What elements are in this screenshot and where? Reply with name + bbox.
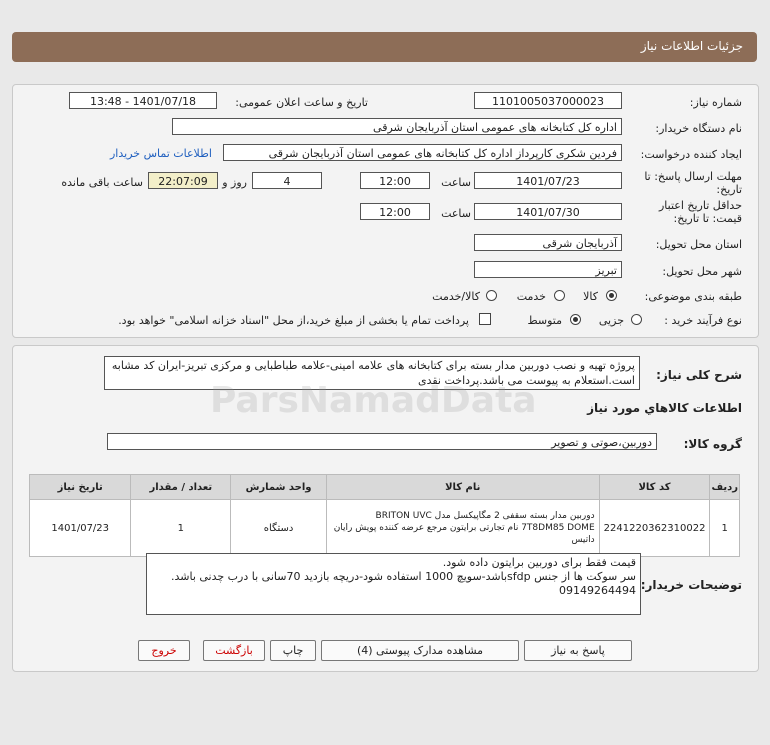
exit-button[interactable]: خروج [138, 640, 190, 661]
cell-date: 1401/07/23 [30, 500, 131, 557]
creator-field: فردین شکری کارپرداز اداره کل کتابخانه های عمومی استان آذربایجان شرقی [223, 144, 622, 161]
category-goods-radio[interactable] [606, 290, 617, 301]
cell-row: 1 [710, 500, 740, 557]
process-type-label: نوع فرآیند خرید : [664, 314, 742, 327]
treasury-payment-checkbox[interactable] [479, 313, 491, 325]
province-field: آذربایجان شرقی [474, 234, 622, 251]
buyer-org-label: نام دستگاه خریدار: [655, 122, 742, 135]
creator-label: ایجاد کننده درخواست: [640, 148, 742, 161]
goods-table-header [30, 475, 740, 500]
validity-label: حداقل تاریخ اعتبار [658, 199, 742, 212]
city-field: تبریز [474, 261, 622, 278]
back-button[interactable]: بازگشت [203, 640, 265, 661]
validity-date-field: 1401/07/30 [474, 203, 622, 220]
page-title: جزئیات اطلاعات نیاز [640, 39, 743, 53]
remaining-time-field: 22:07:09 [148, 172, 218, 189]
days-remaining-field: 4 [252, 172, 322, 189]
process-minor-radio[interactable] [631, 314, 642, 325]
buyer-notes-line-2: سر سوکت ها از جنس sfdpباشد-سویچ 1000 استفاده شود-دریچه بازدید 70سانی با درب چدنی باشد. [170, 570, 636, 583]
cell-name: دوربین مدار بسته سقفی 2 مگاپیکسل مدل BRITON UVC 7T8DM85 DOME نام تجارتی برایتون مرجع عرضه کننده پویش رایان داتیس [326, 500, 599, 557]
category-goods-service-radio[interactable] [486, 290, 497, 301]
column-date: تاریخ نیاز [30, 475, 131, 500]
description-label: شرح کلی نیاز: [656, 368, 742, 382]
goods-group-field: دوربین،صوتی و تصویر [107, 433, 657, 450]
deadline-label-date: تاریخ: [716, 183, 742, 196]
city-label: شهر محل تحویل: [662, 265, 742, 278]
buyer-notes-line-3: 09149264494 [559, 584, 636, 597]
goods-group-label: گروه کالا: [683, 437, 742, 451]
province-label: استان محل تحویل: [655, 238, 742, 251]
column-name: نام کالا [326, 475, 599, 500]
goods-section-title: اطلاعات کالاهاي مورد نياز [587, 401, 742, 415]
print-button[interactable]: چاپ [270, 640, 316, 661]
cell-code: 2241220362310022 [599, 500, 710, 557]
process-medium-label: متوسط [527, 314, 562, 327]
validity-time-field: 12:00 [360, 203, 430, 220]
need-number-label: شماره نیاز: [689, 96, 742, 109]
cell-unit: دستگاه [231, 500, 327, 557]
process-medium-radio[interactable] [570, 314, 581, 325]
category-service-label: خدمت [516, 290, 546, 303]
category-service-radio[interactable] [554, 290, 565, 301]
category-goods-label: کالا [583, 290, 598, 303]
cell-qty: 1 [131, 500, 231, 557]
buyer-contact-link[interactable]: اطلاعات تماس خریدار [110, 147, 212, 160]
remaining-time-label: ساعت باقی مانده [61, 176, 143, 189]
column-row: ردیف [710, 475, 740, 500]
category-label: طبقه بندی موضوعی: [644, 290, 742, 303]
validity-time-label: ساعت [441, 207, 471, 220]
deadline-time-label: ساعت [441, 176, 471, 189]
announce-field: 1401/07/18 - 13:48 [69, 92, 217, 109]
need-number-field: 1101005037000023 [474, 92, 622, 109]
column-qty: تعداد / مقدار [131, 475, 231, 500]
column-code: کد کالا [599, 475, 710, 500]
buyer-org-field: اداره کل کتابخانه های عمومی استان آذربایجان شرقی [172, 118, 622, 135]
process-minor-label: جزیی [598, 314, 624, 327]
announce-label: تاریخ و ساعت اعلان عمومی: [235, 96, 368, 109]
buyer-notes-field [146, 553, 641, 615]
page-header [12, 32, 757, 62]
buyer-notes-label: توضیحات خریدار: [640, 578, 742, 592]
reply-button[interactable]: پاسخ به نیاز [524, 640, 632, 661]
table-row [30, 500, 740, 557]
watermark-logo: ParsNamadData [210, 380, 537, 421]
deadline-date-field: 1401/07/23 [474, 172, 622, 189]
deadline-label: مهلت ارسال پاسخ: تا [644, 170, 742, 183]
attachments-button[interactable]: مشاهده مدارک پیوستی (4) [321, 640, 519, 661]
column-unit: واحد شمارش [231, 475, 327, 500]
deadline-time-field: 12:00 [360, 172, 430, 189]
buyer-notes-line-1: قیمت فقط برای دوربین برایتون داده شود. [442, 556, 636, 569]
days-label: روز و [222, 176, 247, 189]
validity-label-date: قیمت: تا تاریخ: [673, 212, 742, 225]
category-goods-service-label: کالا/خدمت [432, 290, 480, 303]
treasury-payment-note: پرداخت تمام یا بخشی از مبلغ خرید،از محل "اسناد خزانه اسلامی" خواهد بود. [118, 314, 469, 327]
goods-table [29, 474, 740, 557]
description-field: پروژه تهیه و نصب دوربین مدار بسته برای کتابخانه های علامه امینی-علامه طباطبایی و مرکزی تبریز-ایران کد مشابه است.استعلام به پیوست می باشد.پرداخت نقدی [104, 356, 640, 390]
